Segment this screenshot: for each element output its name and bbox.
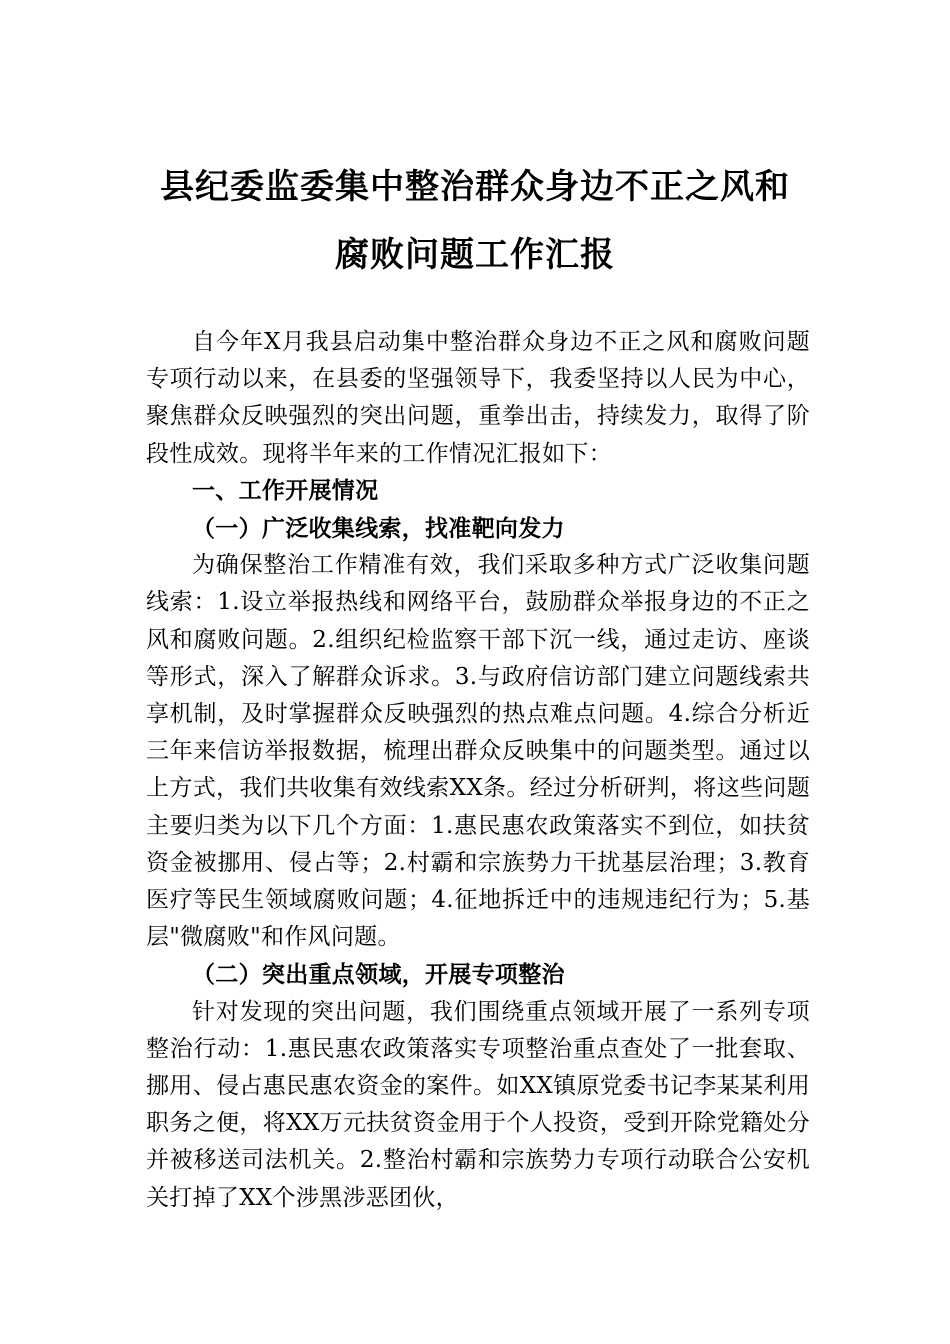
intro-paragraph: 自今年X月我县启动集中整治群众身边不正之风和腐败问题专项行动以来，在县委的坚强领导下，我委坚持以人民为中心，聚焦群众反映强烈的突出问题，重拳出击，持续发力，取得了阶段性成效。现将半年来的工作情况汇报如下： [146, 329, 810, 467]
document-body [146, 324, 810, 1217]
subsection-paragraph-2: 针对发现的突出问题，我们围绕重点领域开展了一系列专项整治行动：1.惠民惠农政策落实专项整治重点查处了一批套取、挪用、侵占惠民惠农资金的案件。如XX镇原党委书记李某某利用职务之便，将XX万元扶贫资金用于个人投资，受到开除党籍处分并被移送司法机关。2.整治村霸和宗族势力专项行动联合公安机关打掉了XX个涉黑涉恶团伙， [146, 998, 810, 1211]
document-title-line2: 腐败问题工作汇报 [335, 235, 615, 275]
subsection-heading-1: （一）广泛收集线索，找准靶向发力 [192, 515, 565, 543]
document-title-line1: 县纪委监委集中整治群众身边不正之风和 [160, 167, 790, 207]
section-heading: 一、工作开展情况 [192, 477, 379, 504]
subsection-heading-2: （二）突出重点领域，开展专项整治 [192, 961, 565, 989]
subsection-paragraph-1: 为确保整治工作精准有效，我们采取多种方式广泛收集问题线索：1.设立举报热线和网络平台，鼓励群众举报身边的不正之风和腐败问题。2.组织纪检监察干部下沉一线，通过走访、座谈等形式，深入了解群众诉求。3.与政府信访部门建立问题线索共享机制，及时掌握群众反映强烈的热点难点问题。4.综合分析近三年来信访举报数据，梳理出群众反映集中的问题类型。通过以上方式，我们共收集有效线索XX条。经过分析研判，将这些问题主要归类为以下几个方面：1.惠民惠农政策落实不到位，如扶贫资金被挪用、侵占等；2.村霸和宗族势力干扰基层治理；3.教育医疗等民生领域腐败问题；4.征地拆迁中的违规违纪行为；5.基层"微腐败"和作风问题。 [146, 552, 810, 951]
